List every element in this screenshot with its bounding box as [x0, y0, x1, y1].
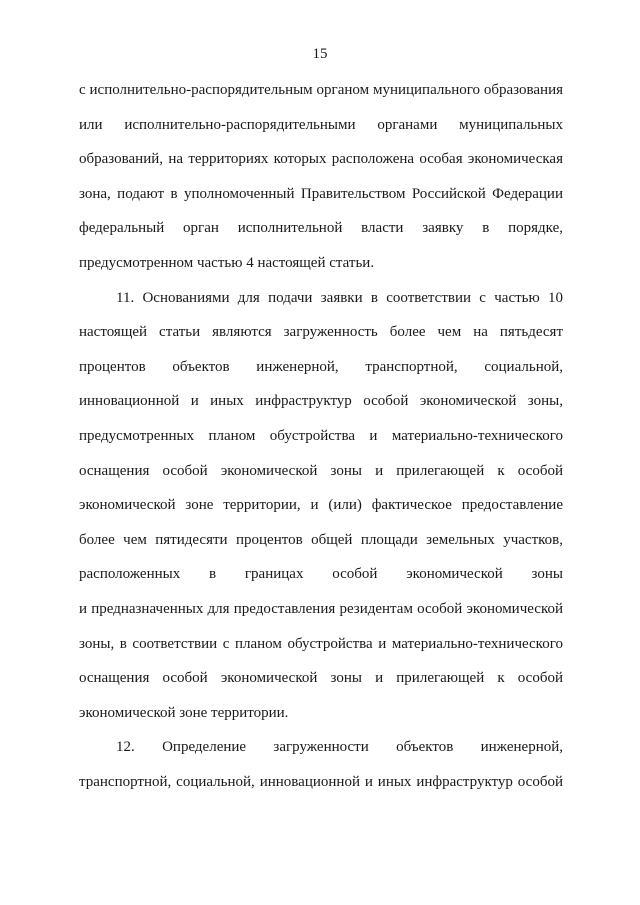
page-number: 15: [312, 46, 328, 62]
text-line: зона, подают в уполномоченный Правительством Российской Федерации: [79, 185, 563, 202]
text-line: настоящей статьи являются загруженность более чем на пятьдесят: [79, 324, 563, 341]
text-line: или исполнительно-распорядительными органами муниципальных: [79, 116, 563, 133]
text-line: оснащения особой экономической зоны и прилегающей к особой: [79, 462, 563, 479]
document-body: [79, 79, 563, 805]
paragraph-10-continuation: [79, 79, 563, 287]
text-line: предусмотренных планом обустройства и материально-технического: [79, 427, 563, 444]
text-line: расположенных в границах особой экономической зоны: [79, 566, 563, 583]
text-line: процентов объектов инженерной, транспортной, социальной,: [79, 358, 563, 375]
paragraph-11: [79, 287, 563, 737]
text-line: 12. Определение загруженности объектов инженерной,: [116, 739, 563, 756]
text-line: с исполнительно-распорядительным органом муниципального образования: [79, 82, 563, 98]
text-line: 11. Основаниями для подачи заявки в соответствии с частью 10: [116, 289, 563, 306]
text-line: зоны, в соответствии с планом обустройства и материально-технического: [79, 635, 563, 652]
text-line: более чем пятидесяти процентов общей площади земельных участков,: [79, 531, 563, 548]
text-line: транспортной, социальной, инновационной и иных инфраструктур особой: [79, 773, 563, 790]
paragraph-12: [79, 736, 563, 805]
text-line: предусмотренном частью 4 настоящей статьи.: [79, 254, 375, 271]
text-line: экономической зоне территории.: [79, 704, 289, 721]
text-line: образований, на территориях которых расположена особая экономическая: [79, 151, 563, 168]
text-line: инновационной и иных инфраструктур особой экономической зоны,: [79, 393, 563, 410]
text-line: экономической зоне территории, и (или) фактическое предоставление: [79, 497, 563, 514]
text-line: оснащения особой экономической зоны и прилегающей к особой: [79, 670, 563, 687]
text-line: и предназначенных для предоставления резидентам особой экономической: [79, 600, 563, 617]
text-line: федеральный орган исполнительной власти заявку в порядке,: [79, 220, 563, 237]
